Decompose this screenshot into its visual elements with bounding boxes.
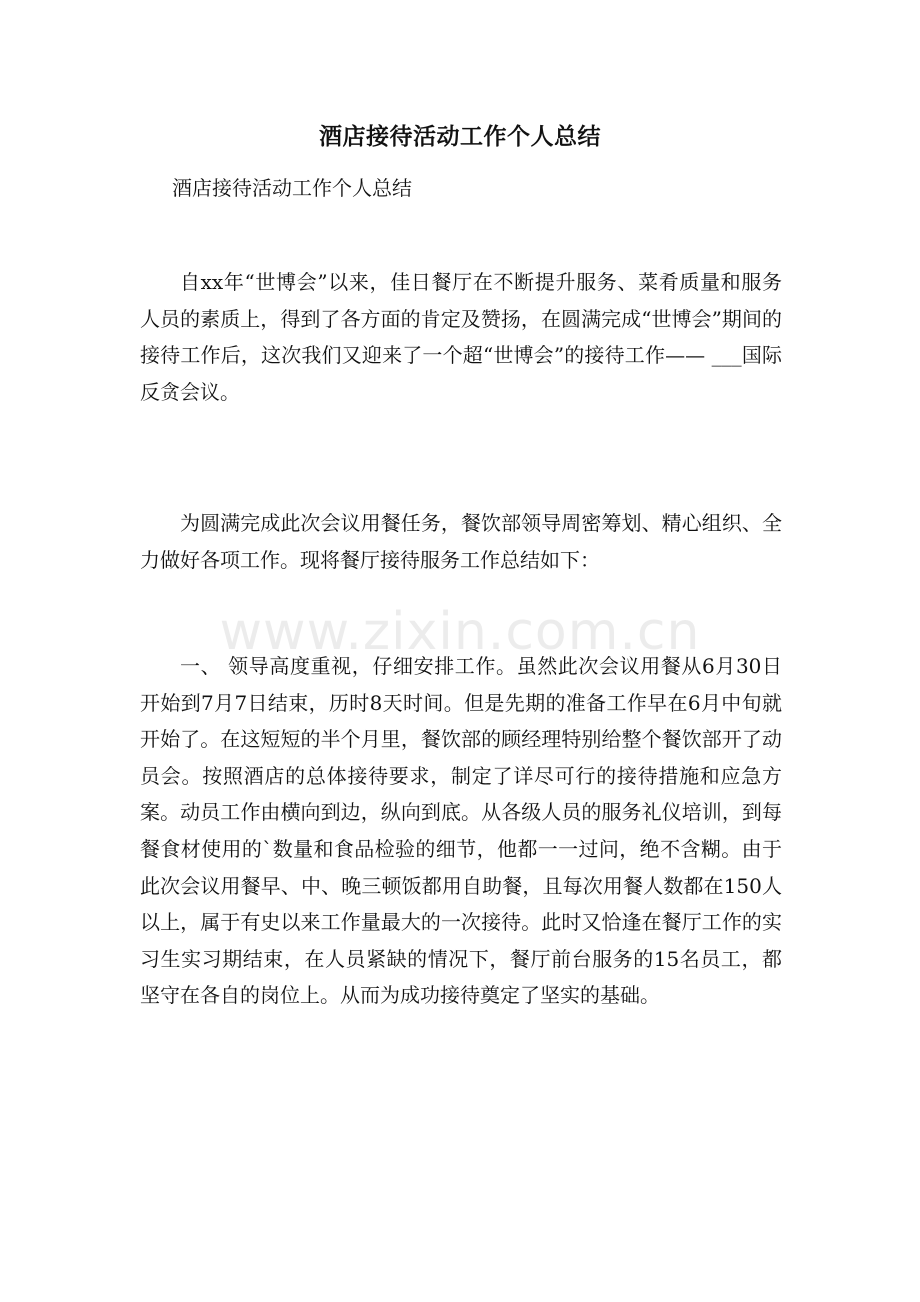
paragraph-purpose: 为圆满完成此次会议用餐任务，餐饮部领导周密筹划、精心组织、全力做好各项工作。现将餐厅接待服务工作总结如下： <box>140 511 782 572</box>
document-title: 酒店接待活动工作个人总结 <box>319 123 601 150</box>
watermark: www.zixin.com.cn <box>219 602 701 662</box>
paragraph-intro: 自xx年“世博会”以来，佳日餐厅在不断提升服务、菜肴质量和服务人员的素质上，得到了各方面的肯定及赞扬，在圆满完成“世博会”期间的接待工作后，这次我们又迎来了一个超“世博会”的接待工作—— ___国际反贪会议。 <box>140 270 782 404</box>
document-subtitle: 酒店接待活动工作个人总结 <box>172 176 412 200</box>
paragraph-section-one: 一、 领导高度重视，仔细安排工作。虽然此次会议用餐从6月30日开始到7月7日结束，历时8天时间。但是先期的准备工作早在6月中旬就开始了。在这短短的半个月里，餐饮部的顾经理特别给整个餐饮部开了动员会。按照酒店的总体接待要求，制定了详尽可行的接待措施和应急方案。动员工作由横向到边，纵向到底。从各级人员的服务礼仪培训，到每餐食材使用的`数量和食品检验的细节，他都一一过问，绝不含糊。由于此次会议用餐早、中、晚三顿饭都用自助餐，且每次用餐人数都在150人以上，属于有史以来工作量最大的一次接待。此时又恰逢在餐厅工作的实习生实习期结束，在人员紧缺的情况下，餐厅前台服务的15名员工，都坚守在各自的岗位上。从而为成功接待奠定了坚实的基础。 <box>140 654 782 1008</box>
